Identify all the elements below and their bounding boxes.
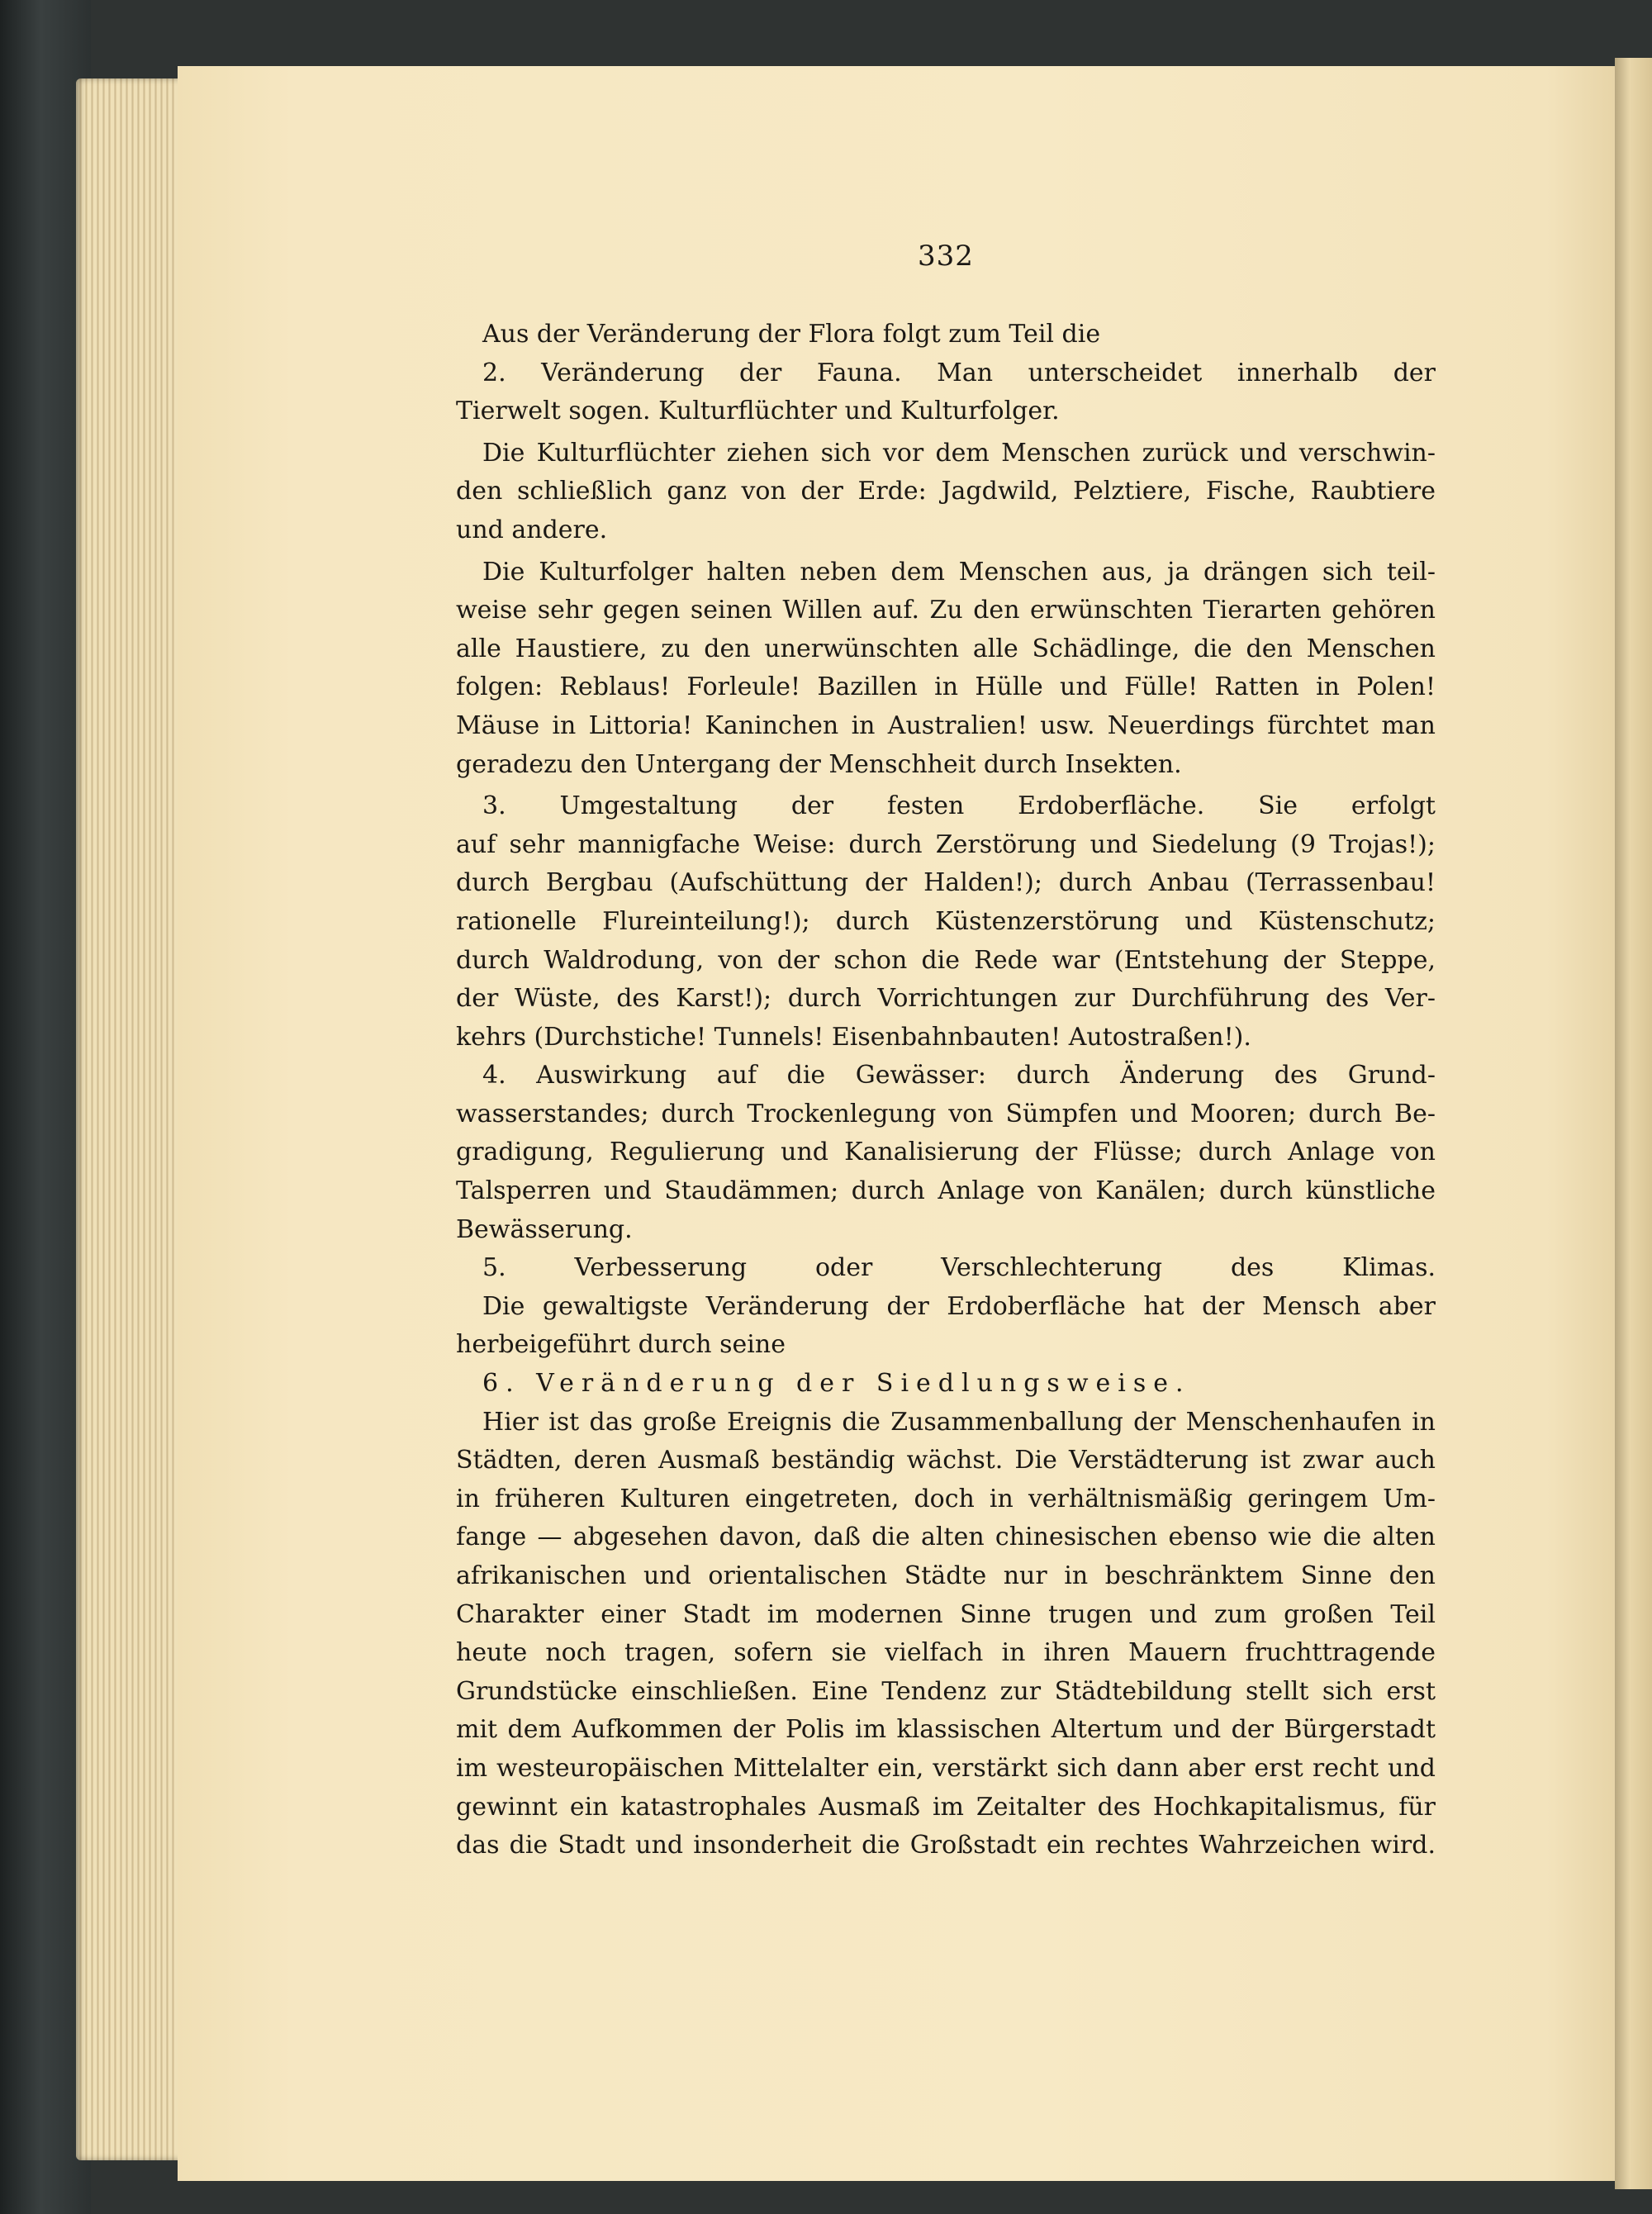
text-line: Talsperren und Staudämmen; durch Anlage von Kanälen; durch künstliche [456, 1176, 1436, 1206]
text-line: gradigung, Regulierung und Kanalisierung der Flüsse; durch Anlage von [456, 1138, 1436, 1167]
text-line: mit dem Aufkommen der Polis im klassischen Altertum und der Bürgerstadt [456, 1715, 1436, 1745]
section-heading-line: 3. Umgestaltung der festen Erdoberfläche. Sie erfolgt [482, 791, 1436, 821]
text-line: auf sehr mannigfache Weise: durch Zerstörung und Siedelung (9 Trojas!); [456, 829, 1436, 859]
text-line: geradezu den Untergang der Menschheit durch Insekten. [456, 749, 1182, 779]
text-line: Tierwelt sogen. Kulturflüchter und Kulturfolger. [456, 397, 1060, 426]
section-heading-line: 6. Veränderung der Siedlungsweise. [482, 1369, 1191, 1399]
text-line: fange — abgesehen davon, daß die alten chinesischen ebenso wie die alten [456, 1523, 1436, 1552]
text-line: wasserstandes; durch Trockenlegung von Sümpfen und Mooren; durch Be- [456, 1099, 1436, 1128]
text-line: Hier ist das große Ereignis die Zusammenballung der Menschenhaufen in [482, 1407, 1436, 1437]
section-heading-line: 4. Auswirkung auf die Gewässer: durch Änderung des Grund- [482, 1061, 1436, 1090]
page-number: 332 [918, 240, 974, 273]
text-line: der Wüste, des Karst!); durch Vorrichtungen zur Durchführung des Ver- [456, 984, 1436, 1014]
section-heading-line: 5. Verbesserung oder Verschlechterung des Klimas. [482, 1253, 1436, 1283]
text-line: Die Kulturfolger halten neben dem Menschen aus, ja drängen sich teil- [482, 557, 1436, 587]
text-line: im westeuropäischen Mittelalter ein, verstärkt sich dann aber erst recht und [456, 1753, 1436, 1783]
text-line: herbeigeführt durch seine [456, 1330, 786, 1360]
text-line: weise sehr gegen seinen Willen auf. Zu den erwünschten Tierarten gehören [456, 596, 1436, 625]
text-line: afrikanischen und orientalischen Städte nur in beschränktem Sinne den [456, 1561, 1436, 1590]
text-line: Bewässerung. [456, 1214, 633, 1244]
text-line: Grundstücke einschließen. Eine Tendenz zur Städtebildung stellt sich erst [456, 1676, 1436, 1706]
text-line: den schließlich ganz von der Erde: Jagdwild, Pelztiere, Fische, Raubtiere [456, 477, 1436, 506]
text-line: durch Bergbau (Aufschüttung der Halden!); durch Anbau (Terrassenbau! [456, 868, 1436, 898]
text-line: Die gewaltigste Veränderung der Erdoberfläche hat der Mensch aber [482, 1291, 1436, 1321]
text-line: Städten, deren Ausmaß beständig wächst. Die Verstädterung ist zwar auch [456, 1446, 1436, 1475]
text-line: gewinnt ein katastrophales Ausmaß im Zeitalter des Hochkapitalismus, für [456, 1792, 1436, 1822]
text-line: Aus der Veränderung der Flora folgt zum Teil die [482, 320, 1101, 349]
text-line: folgen: Reblaus! Forleule! Bazillen in Hülle und Fülle! Ratten in Polen! [456, 672, 1436, 702]
text-line: kehrs (Durchstiche! Tunnels! Eisenbahnbauten! Autostraßen!). [456, 1022, 1251, 1052]
text-line: Die Kulturflüchter ziehen sich vor dem Menschen zurück und verschwin- [482, 438, 1436, 468]
text-line: durch Waldrodung, von der schon die Rede war (Entstehung der Steppe, [456, 945, 1436, 975]
body-text [456, 316, 1436, 1865]
text-line: Mäuse in Littoria! Kaninchen in Australien! usw. Neuerdings fürchtet man [456, 710, 1436, 740]
facing-page-edge [1615, 58, 1652, 2189]
text-line: das die Stadt und insonderheit die Großstadt ein rechtes Wahrzeichen wird. [456, 1831, 1436, 1860]
text-line: Charakter einer Stadt im modernen Sinne trugen und zum großen Teil [456, 1599, 1436, 1629]
text-line: in früheren Kulturen eingetreten, doch in verhältnismäßig geringem Um- [456, 1484, 1436, 1513]
text-line: rationelle Flureinteilung!); durch Küstenzerstörung und Küstenschutz; [456, 906, 1436, 936]
text-line: und andere. [456, 515, 608, 544]
text-line: alle Haustiere, zu den unerwünschten alle Schädlinge, die den Menschen [456, 634, 1436, 663]
section-heading-line: 2. Veränderung der Fauna. Man unterscheidet innerhalb der [482, 358, 1436, 387]
text-line: heute noch tragen, sofern sie vielfach in ihren Mauern fruchttragende [456, 1638, 1436, 1668]
page-edges [76, 78, 192, 2160]
